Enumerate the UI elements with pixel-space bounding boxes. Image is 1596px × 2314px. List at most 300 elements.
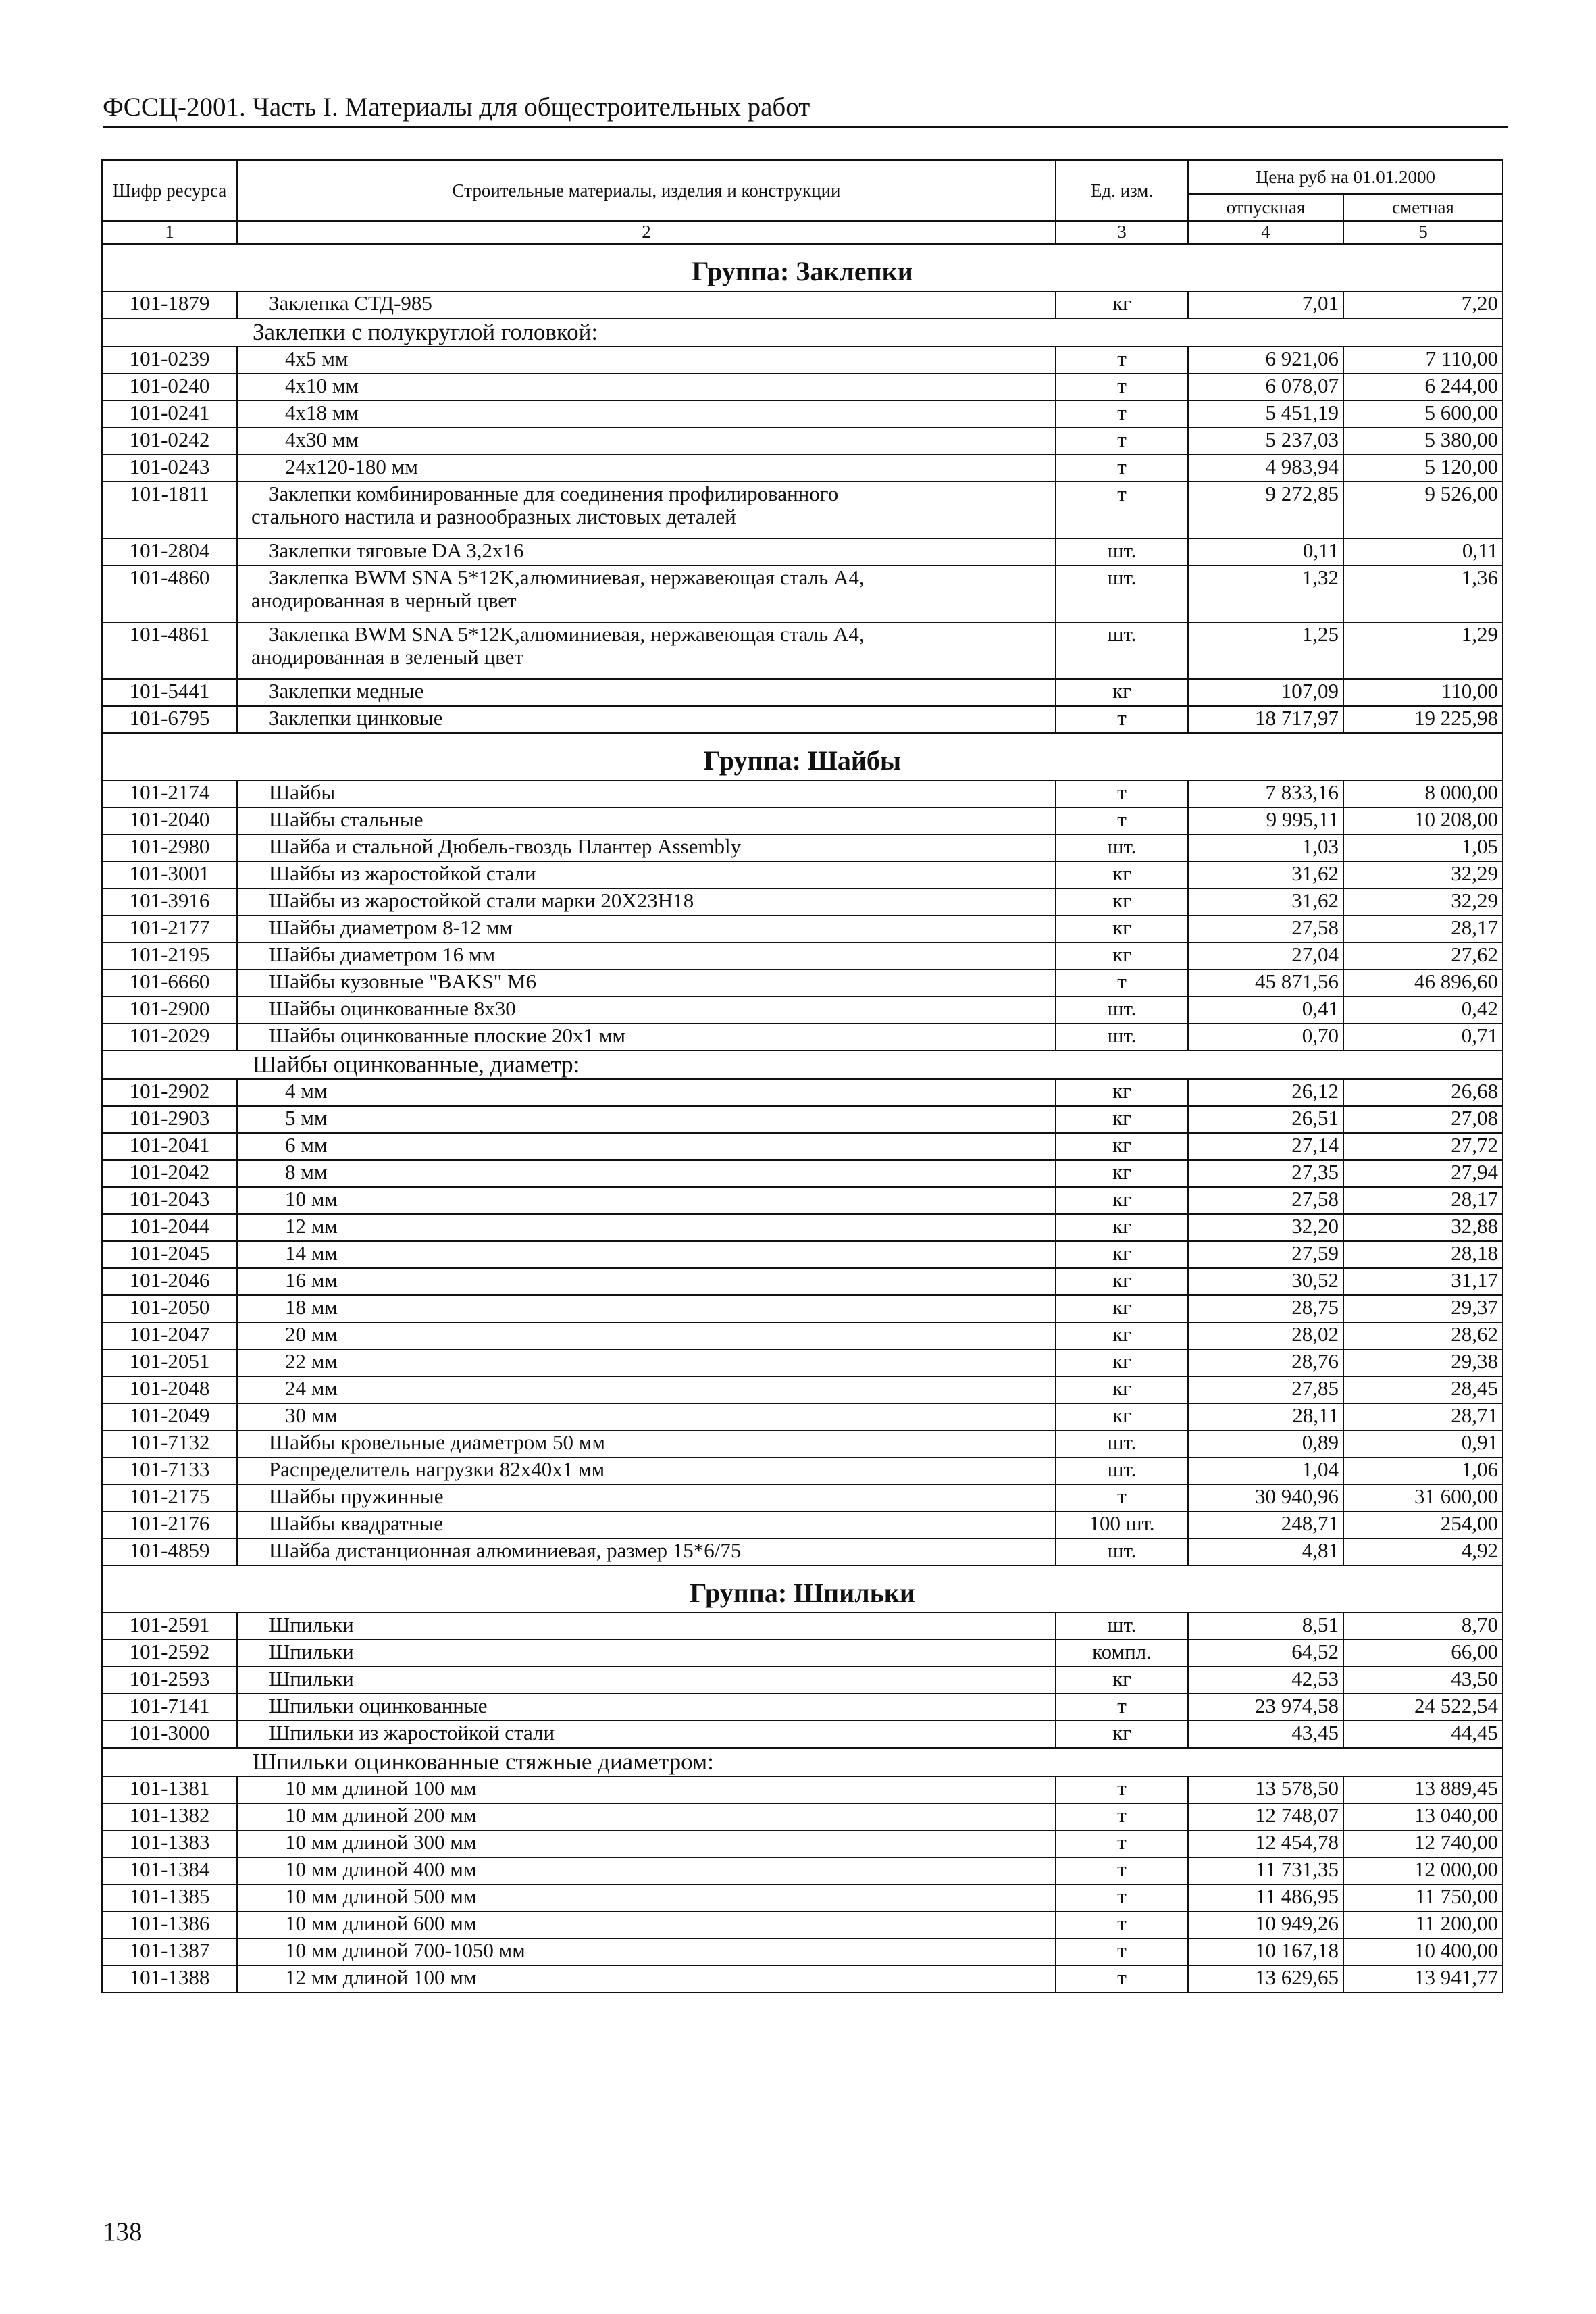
material-name — [237, 861, 1056, 888]
release-price: 42,53 — [1188, 1667, 1343, 1694]
resource-code: 101-0242 — [102, 428, 237, 455]
table-row — [102, 1187, 1503, 1214]
material-name-text: Шайбы из жаростойкой стали — [269, 861, 536, 885]
unit: т — [1056, 455, 1188, 482]
unit: кг — [1056, 291, 1188, 318]
estimate-price: 43,50 — [1343, 1667, 1503, 1694]
release-price: 6 921,06 — [1188, 347, 1343, 374]
release-price: 27,58 — [1188, 1187, 1343, 1214]
table-row — [102, 1830, 1503, 1857]
table-row — [102, 1884, 1503, 1911]
col-header-estimate: сметная — [1343, 194, 1503, 221]
material-name-text: 10 мм длиной 600 мм — [285, 1911, 477, 1935]
unit: т — [1056, 1938, 1188, 1965]
unit: шт. — [1056, 1457, 1188, 1484]
resource-code: 101-2592 — [102, 1640, 237, 1667]
release-price: 4 983,94 — [1188, 455, 1343, 482]
table-row — [102, 1694, 1503, 1721]
resource-code: 101-2045 — [102, 1241, 237, 1268]
release-price: 9 995,11 — [1188, 807, 1343, 834]
estimate-price: 19 225,98 — [1343, 706, 1503, 733]
group-header-row — [102, 733, 1503, 780]
unit: шт. — [1056, 565, 1188, 622]
unit: т — [1056, 706, 1188, 733]
resource-code: 101-0241 — [102, 401, 237, 428]
material-name — [237, 428, 1056, 455]
material-name-text: 20 мм — [285, 1322, 338, 1346]
release-price: 13 578,50 — [1188, 1776, 1343, 1803]
unit: т — [1056, 970, 1188, 997]
material-name — [237, 374, 1056, 401]
unit: кг — [1056, 1403, 1188, 1430]
material-name-text: Шайбы пружинные — [269, 1484, 444, 1508]
material-name — [237, 1106, 1056, 1133]
table-row — [102, 428, 1503, 455]
col-header-name: Строительные материалы, изделия и конструкции — [237, 160, 1056, 221]
resource-code: 101-2195 — [102, 942, 237, 970]
material-name — [237, 1667, 1056, 1694]
material-name-text: 4 мм — [285, 1079, 328, 1103]
material-name — [237, 888, 1056, 915]
estimate-price: 44,45 — [1343, 1721, 1503, 1748]
release-price: 11 486,95 — [1188, 1884, 1343, 1911]
estimate-price: 13 040,00 — [1343, 1803, 1503, 1830]
group-header-row — [102, 1565, 1503, 1613]
unit: шт. — [1056, 1613, 1188, 1640]
release-price: 12 748,07 — [1188, 1803, 1343, 1830]
material-name-text: 5 мм — [285, 1106, 328, 1130]
resource-code: 101-2043 — [102, 1187, 237, 1214]
estimate-price: 29,38 — [1343, 1349, 1503, 1376]
release-price: 43,45 — [1188, 1721, 1343, 1748]
table-row — [102, 1776, 1503, 1803]
estimate-price: 31 600,00 — [1343, 1484, 1503, 1511]
estimate-price: 254,00 — [1343, 1511, 1503, 1538]
estimate-price: 6 244,00 — [1343, 374, 1503, 401]
unit: кг — [1056, 1133, 1188, 1160]
estimate-price: 28,71 — [1343, 1403, 1503, 1430]
resource-code: 101-3000 — [102, 1721, 237, 1748]
resource-code: 101-7132 — [102, 1430, 237, 1457]
resource-code: 101-2177 — [102, 915, 237, 942]
material-name — [237, 1160, 1056, 1187]
material-name-text: 6 мм — [285, 1133, 328, 1157]
estimate-price: 0,42 — [1343, 997, 1503, 1024]
resource-code: 101-2046 — [102, 1268, 237, 1295]
estimate-price: 27,62 — [1343, 942, 1503, 970]
material-name-text: Шпильки из жаростойкой стали — [269, 1721, 555, 1744]
resource-code: 101-3916 — [102, 888, 237, 915]
material-name — [237, 807, 1056, 834]
material-name — [237, 1322, 1056, 1349]
unit: т — [1056, 401, 1188, 428]
material-name — [237, 1403, 1056, 1430]
release-price: 5 237,03 — [1188, 428, 1343, 455]
material-name-text: 24х120-180 мм — [285, 455, 418, 478]
release-price: 0,41 — [1188, 997, 1343, 1024]
material-name — [237, 622, 1056, 679]
material-name-text: 8 мм — [285, 1160, 328, 1184]
table-row — [102, 401, 1503, 428]
material-name-text: Шайбы кровельные диаметром 50 мм — [269, 1430, 605, 1454]
unit: кг — [1056, 1106, 1188, 1133]
unit: кг — [1056, 679, 1188, 706]
column-index-row — [102, 221, 1503, 244]
table-row — [102, 1430, 1503, 1457]
table-row — [102, 1965, 1503, 1992]
resource-code: 101-2593 — [102, 1667, 237, 1694]
release-price: 12 454,78 — [1188, 1830, 1343, 1857]
release-price: 1,04 — [1188, 1457, 1343, 1484]
material-name-text: 4х18 мм — [285, 401, 359, 424]
unit: кг — [1056, 1268, 1188, 1295]
material-name-text: Распределитель нагрузки 82х40х1 мм — [269, 1457, 605, 1481]
material-name — [237, 291, 1056, 318]
material-name — [237, 1965, 1056, 1992]
material-name-text: Шайбы кузовные "BAKS" М6 — [269, 970, 537, 993]
unit: кг — [1056, 1295, 1188, 1322]
table-row — [102, 1667, 1503, 1694]
estimate-price: 10 208,00 — [1343, 807, 1503, 834]
estimate-price: 32,88 — [1343, 1214, 1503, 1241]
unit: т — [1056, 1884, 1188, 1911]
col-index: 1 — [102, 221, 237, 244]
material-name-text: Заклепки цинковые — [269, 706, 443, 730]
estimate-price: 28,62 — [1343, 1322, 1503, 1349]
table-row — [102, 1295, 1503, 1322]
material-name — [237, 1640, 1056, 1667]
release-price: 32,20 — [1188, 1214, 1343, 1241]
release-price: 0,89 — [1188, 1430, 1343, 1457]
release-price: 11 731,35 — [1188, 1857, 1343, 1884]
resource-code: 101-1386 — [102, 1911, 237, 1938]
resource-code: 101-5441 — [102, 679, 237, 706]
resource-code: 101-4861 — [102, 622, 237, 679]
material-name — [237, 401, 1056, 428]
estimate-price: 0,11 — [1343, 538, 1503, 565]
estimate-price: 9 526,00 — [1343, 482, 1503, 538]
resource-code: 101-2040 — [102, 807, 237, 834]
resource-code: 101-6795 — [102, 706, 237, 733]
release-price: 23 974,58 — [1188, 1694, 1343, 1721]
material-name-text: 24 мм — [285, 1376, 338, 1400]
table-row — [102, 1613, 1503, 1640]
material-name — [237, 679, 1056, 706]
release-price: 27,35 — [1188, 1160, 1343, 1187]
estimate-price: 110,00 — [1343, 679, 1503, 706]
table-row — [102, 1322, 1503, 1349]
material-name — [237, 1241, 1056, 1268]
resource-code: 101-4859 — [102, 1538, 237, 1565]
table-row — [102, 347, 1503, 374]
resource-code: 101-2980 — [102, 834, 237, 861]
material-name — [237, 482, 1056, 538]
table-row — [102, 1106, 1503, 1133]
resource-code: 101-2176 — [102, 1511, 237, 1538]
table-row — [102, 807, 1503, 834]
unit: т — [1056, 428, 1188, 455]
material-name-text: Шпильки — [269, 1640, 354, 1663]
table-row — [102, 565, 1503, 622]
subgroup-title: Шпильки оцинкованные стяжные диаметром: — [102, 1748, 1503, 1776]
resource-code: 101-2044 — [102, 1214, 237, 1241]
release-price: 28,76 — [1188, 1349, 1343, 1376]
unit: кг — [1056, 1667, 1188, 1694]
estimate-price: 11 200,00 — [1343, 1911, 1503, 1938]
material-name-text: 10 мм длиной 500 мм — [285, 1884, 477, 1908]
resource-code: 101-2900 — [102, 997, 237, 1024]
material-name-text: Шпильки — [269, 1613, 354, 1636]
table-row — [102, 679, 1503, 706]
release-price: 4,81 — [1188, 1538, 1343, 1565]
table-row — [102, 482, 1503, 538]
estimate-price: 46 896,60 — [1343, 970, 1503, 997]
material-name-text: Шайбы оцинкованные плоские 20х1 мм — [269, 1024, 625, 1047]
subgroup-title: Заклепки с полукруглой головкой: — [102, 318, 1503, 347]
price-table — [101, 159, 1503, 1993]
group-title: Группа: Заклепки — [102, 244, 1503, 291]
release-price: 30 940,96 — [1188, 1484, 1343, 1511]
material-name-text: 10 мм — [285, 1187, 338, 1211]
material-name-text: Шайбы диаметром 16 мм — [269, 942, 496, 966]
material-name-line-2: анодированная в зеленый цвет — [251, 645, 523, 669]
col-header-price: Цена руб на 01.01.2000 — [1188, 160, 1503, 194]
table-row — [102, 1268, 1503, 1295]
material-name-text: 4х10 мм — [285, 374, 359, 397]
material-name — [237, 1830, 1056, 1857]
unit: компл. — [1056, 1640, 1188, 1667]
material-name-line-1: Заклепка BWM SNA 5*12K,алюминиевая, нержавеющая сталь А4, — [269, 565, 865, 589]
resource-code: 101-1388 — [102, 1965, 237, 1992]
material-name — [237, 1803, 1056, 1830]
unit: т — [1056, 1857, 1188, 1884]
material-name — [237, 1133, 1056, 1160]
subgroup-header-row — [102, 1051, 1503, 1079]
resource-code: 101-2804 — [102, 538, 237, 565]
material-name-line-2: стального настила и разнообразных листовых деталей — [251, 505, 736, 528]
resource-code: 101-2903 — [102, 1106, 237, 1133]
estimate-price: 26,68 — [1343, 1079, 1503, 1106]
unit: шт. — [1056, 538, 1188, 565]
material-name-text: 14 мм — [285, 1241, 338, 1265]
estimate-price: 28,17 — [1343, 915, 1503, 942]
unit: кг — [1056, 1187, 1188, 1214]
table-row — [102, 1721, 1503, 1748]
col-index: 3 — [1056, 221, 1188, 244]
resource-code: 101-2048 — [102, 1376, 237, 1403]
material-name-text: Шайбы — [269, 780, 336, 804]
unit: т — [1056, 780, 1188, 807]
resource-code: 101-2902 — [102, 1079, 237, 1106]
material-name-text: 18 мм — [285, 1295, 338, 1319]
estimate-price: 27,72 — [1343, 1133, 1503, 1160]
resource-code: 101-2041 — [102, 1133, 237, 1160]
material-name — [237, 347, 1056, 374]
table-row — [102, 1938, 1503, 1965]
material-name-text: 10 мм длиной 200 мм — [285, 1803, 477, 1827]
table-row — [102, 538, 1503, 565]
material-name-text: Шпильки оцинкованные — [269, 1694, 488, 1717]
estimate-price: 8,70 — [1343, 1613, 1503, 1640]
estimate-price: 28,45 — [1343, 1376, 1503, 1403]
estimate-price: 0,71 — [1343, 1024, 1503, 1051]
material-name-line-2: анодированная в черный цвет — [251, 588, 517, 612]
resource-code: 101-1879 — [102, 291, 237, 318]
resource-code: 101-4860 — [102, 565, 237, 622]
release-price: 27,85 — [1188, 1376, 1343, 1403]
material-name — [237, 1268, 1056, 1295]
material-name-text: Шпильки — [269, 1667, 354, 1690]
estimate-price: 1,06 — [1343, 1457, 1503, 1484]
release-price: 1,03 — [1188, 834, 1343, 861]
table-row — [102, 291, 1503, 318]
material-name-text: 10 мм длиной 400 мм — [285, 1857, 477, 1881]
material-name-text: 30 мм — [285, 1403, 338, 1427]
unit: т — [1056, 374, 1188, 401]
material-name-text: Заклепка СТД-985 — [269, 291, 432, 315]
resource-code: 101-2029 — [102, 1024, 237, 1051]
estimate-price: 12 740,00 — [1343, 1830, 1503, 1857]
group-header-row — [102, 244, 1503, 291]
material-name — [237, 1430, 1056, 1457]
table-row — [102, 1133, 1503, 1160]
release-price: 7,01 — [1188, 291, 1343, 318]
estimate-price: 7 110,00 — [1343, 347, 1503, 374]
material-name — [237, 1938, 1056, 1965]
unit: кг — [1056, 1349, 1188, 1376]
table-row — [102, 1803, 1503, 1830]
resource-code: 101-1382 — [102, 1803, 237, 1830]
resource-code: 101-2174 — [102, 780, 237, 807]
unit: кг — [1056, 1214, 1188, 1241]
table-row — [102, 374, 1503, 401]
estimate-price: 1,29 — [1343, 622, 1503, 679]
unit: т — [1056, 1911, 1188, 1938]
material-name — [237, 1884, 1056, 1911]
subgroup-title: Шайбы оцинкованные, диаметр: — [102, 1051, 1503, 1079]
table-row — [102, 1160, 1503, 1187]
material-name — [237, 1079, 1056, 1106]
resource-code: 101-2049 — [102, 1403, 237, 1430]
material-name — [237, 1214, 1056, 1241]
release-price: 1,25 — [1188, 622, 1343, 679]
table-row — [102, 1538, 1503, 1565]
material-name-text: 4х30 мм — [285, 428, 359, 451]
unit: шт. — [1056, 1430, 1188, 1457]
table-row — [102, 1640, 1503, 1667]
unit: шт. — [1056, 1024, 1188, 1051]
estimate-price: 12 000,00 — [1343, 1857, 1503, 1884]
release-price: 26,51 — [1188, 1106, 1343, 1133]
material-name — [237, 1376, 1056, 1403]
col-header-unit: Ед. изм. — [1056, 160, 1188, 221]
material-name-text: 12 мм длиной 100 мм — [285, 1965, 477, 1989]
unit: кг — [1056, 1721, 1188, 1748]
material-name — [237, 1349, 1056, 1376]
unit: кг — [1056, 1376, 1188, 1403]
table-row — [102, 1376, 1503, 1403]
unit: шт. — [1056, 834, 1188, 861]
resource-code: 101-7141 — [102, 1694, 237, 1721]
estimate-price: 13 941,77 — [1343, 1965, 1503, 1992]
estimate-price: 28,18 — [1343, 1241, 1503, 1268]
table-row — [102, 1079, 1503, 1106]
subgroup-header-row — [102, 318, 1503, 347]
table-row — [102, 942, 1503, 970]
unit: кг — [1056, 888, 1188, 915]
col-header-code: Шифр ресурса — [102, 160, 237, 221]
table-row — [102, 1457, 1503, 1484]
table-row — [102, 970, 1503, 997]
estimate-price: 1,05 — [1343, 834, 1503, 861]
unit: т — [1056, 1830, 1188, 1857]
resource-code: 101-0243 — [102, 455, 237, 482]
table-row — [102, 1511, 1503, 1538]
material-name — [237, 1457, 1056, 1484]
unit: т — [1056, 482, 1188, 538]
page-number: 138 — [103, 2217, 143, 2246]
material-name — [237, 997, 1056, 1024]
subgroup-header-row — [102, 1748, 1503, 1776]
material-name-text: 10 мм длиной 700-1050 мм — [285, 1938, 525, 1962]
unit: кг — [1056, 942, 1188, 970]
resource-code: 101-1383 — [102, 1830, 237, 1857]
material-name-text: Шайбы оцинкованные 8х30 — [269, 997, 516, 1020]
material-name — [237, 706, 1056, 733]
resource-code: 101-6660 — [102, 970, 237, 997]
release-price: 18 717,97 — [1188, 706, 1343, 733]
unit: т — [1056, 807, 1188, 834]
resource-code: 101-2175 — [102, 1484, 237, 1511]
release-price: 26,12 — [1188, 1079, 1343, 1106]
unit: кг — [1056, 1241, 1188, 1268]
material-name-text: 10 мм длиной 100 мм — [285, 1776, 477, 1800]
resource-code: 101-2591 — [102, 1613, 237, 1640]
material-name-text: 12 мм — [285, 1214, 338, 1238]
material-name — [237, 834, 1056, 861]
release-price: 5 451,19 — [1188, 401, 1343, 428]
estimate-price: 24 522,54 — [1343, 1694, 1503, 1721]
material-name-text: Шайба и стальной Дюбель-гвоздь Плантер Assembly — [269, 834, 742, 858]
release-price: 30,52 — [1188, 1268, 1343, 1295]
table-row — [102, 834, 1503, 861]
resource-code: 101-0239 — [102, 347, 237, 374]
resource-code: 101-2042 — [102, 1160, 237, 1187]
material-name — [237, 1187, 1056, 1214]
release-price: 10 167,18 — [1188, 1938, 1343, 1965]
release-price: 0,70 — [1188, 1024, 1343, 1051]
release-price: 8,51 — [1188, 1613, 1343, 1640]
release-price: 28,11 — [1188, 1403, 1343, 1430]
unit: шт. — [1056, 1538, 1188, 1565]
estimate-price: 27,08 — [1343, 1106, 1503, 1133]
release-price: 31,62 — [1188, 861, 1343, 888]
estimate-price: 66,00 — [1343, 1640, 1503, 1667]
release-price: 107,09 — [1188, 679, 1343, 706]
col-index: 2 — [237, 221, 1056, 244]
unit: т — [1056, 1694, 1188, 1721]
unit: т — [1056, 1803, 1188, 1830]
estimate-price: 10 400,00 — [1343, 1938, 1503, 1965]
unit: т — [1056, 1484, 1188, 1511]
material-name — [237, 1538, 1056, 1565]
resource-code: 101-0240 — [102, 374, 237, 401]
material-name — [237, 780, 1056, 807]
material-name-text: Шайба дистанционная алюминиевая, размер 15*6/75 — [269, 1538, 742, 1562]
table-row — [102, 622, 1503, 679]
page-header: ФССЦ-2001. Часть I. Материалы для общестроительных работ — [103, 91, 1508, 128]
release-price: 27,04 — [1188, 942, 1343, 970]
